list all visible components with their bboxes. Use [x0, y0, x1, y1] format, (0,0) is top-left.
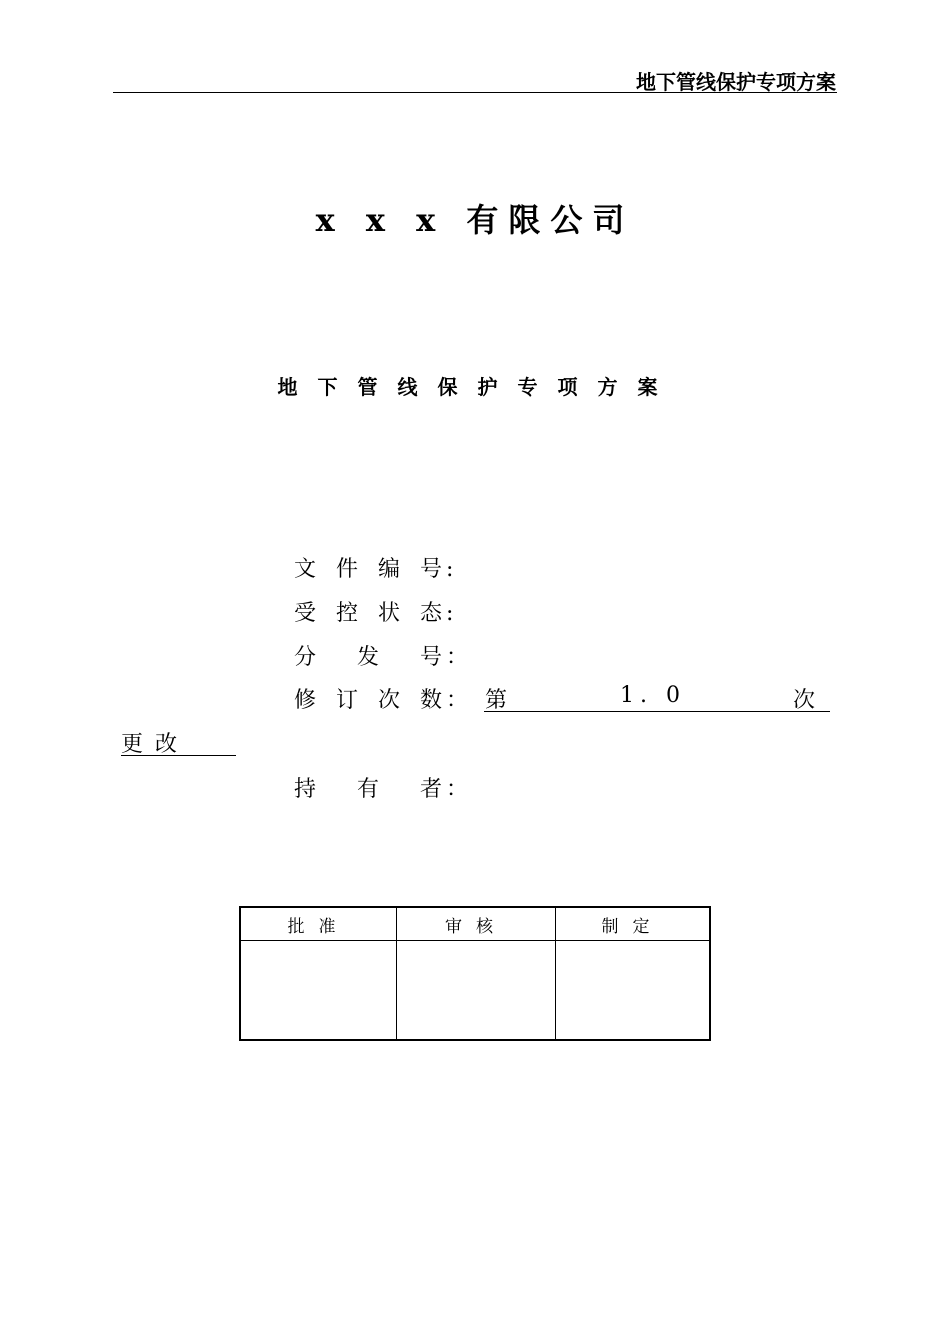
label-char: 受 — [294, 601, 317, 626]
revision-value-line — [484, 683, 830, 712]
file-number-label — [294, 552, 442, 583]
field-colon: : — [446, 557, 454, 582]
field-colon: ： — [446, 645, 469, 670]
revision-field — [294, 683, 470, 714]
label-char: 数 — [419, 688, 442, 713]
approval-table — [239, 906, 711, 1041]
label-char: 分 — [294, 645, 317, 670]
approve-header: 批准 — [240, 907, 397, 941]
label-char: 订 — [335, 688, 358, 713]
issue-number-label — [294, 640, 442, 671]
approval-table-header-row — [240, 907, 710, 941]
label-char: 号 — [419, 645, 442, 670]
issue-number-field — [294, 640, 470, 671]
page-header-title: 地下管线保护专项方案 — [636, 70, 836, 94]
label-char: 控 — [335, 601, 358, 626]
label-char: 号 — [419, 557, 442, 582]
file-number-field — [294, 552, 470, 583]
revision-suffix: 次 — [793, 688, 816, 713]
label-char: 件 — [335, 557, 358, 582]
label-char: 文 — [294, 557, 317, 582]
label-char: 状 — [377, 601, 400, 626]
prepare-header: 制定 — [556, 907, 711, 941]
prepare-signature-cell[interactable] — [556, 941, 711, 1041]
field-colon: ： — [446, 688, 469, 713]
document-title: 地下管线保护专项方案 — [277, 375, 678, 399]
label-char: 者 — [419, 777, 442, 802]
revision-prefix: 第 — [485, 688, 508, 713]
label-char: 编 — [377, 557, 400, 582]
holder-label — [294, 772, 442, 803]
label-char: 发 — [356, 645, 379, 670]
revision-label — [294, 683, 442, 714]
control-status-field — [294, 596, 470, 627]
approve-signature-cell[interactable] — [240, 941, 397, 1041]
label-char: 有 — [356, 777, 379, 802]
field-colon: : — [446, 601, 454, 626]
label-char: 态 — [419, 601, 442, 626]
revision-continuation: 更改 — [121, 727, 236, 756]
approval-table-signature-row — [240, 941, 710, 1041]
control-status-label — [294, 596, 442, 627]
review-signature-cell[interactable] — [397, 941, 556, 1041]
header-divider — [113, 92, 837, 93]
label-char: 持 — [294, 777, 317, 802]
holder-field — [294, 772, 470, 803]
revision-number: 1. 0 — [620, 683, 686, 708]
field-colon: ： — [446, 777, 469, 802]
label-char: 修 — [294, 688, 317, 713]
label-char: 次 — [377, 688, 400, 713]
company-name: x x x 有限公司 — [315, 201, 635, 239]
review-header: 审核 — [397, 907, 556, 941]
